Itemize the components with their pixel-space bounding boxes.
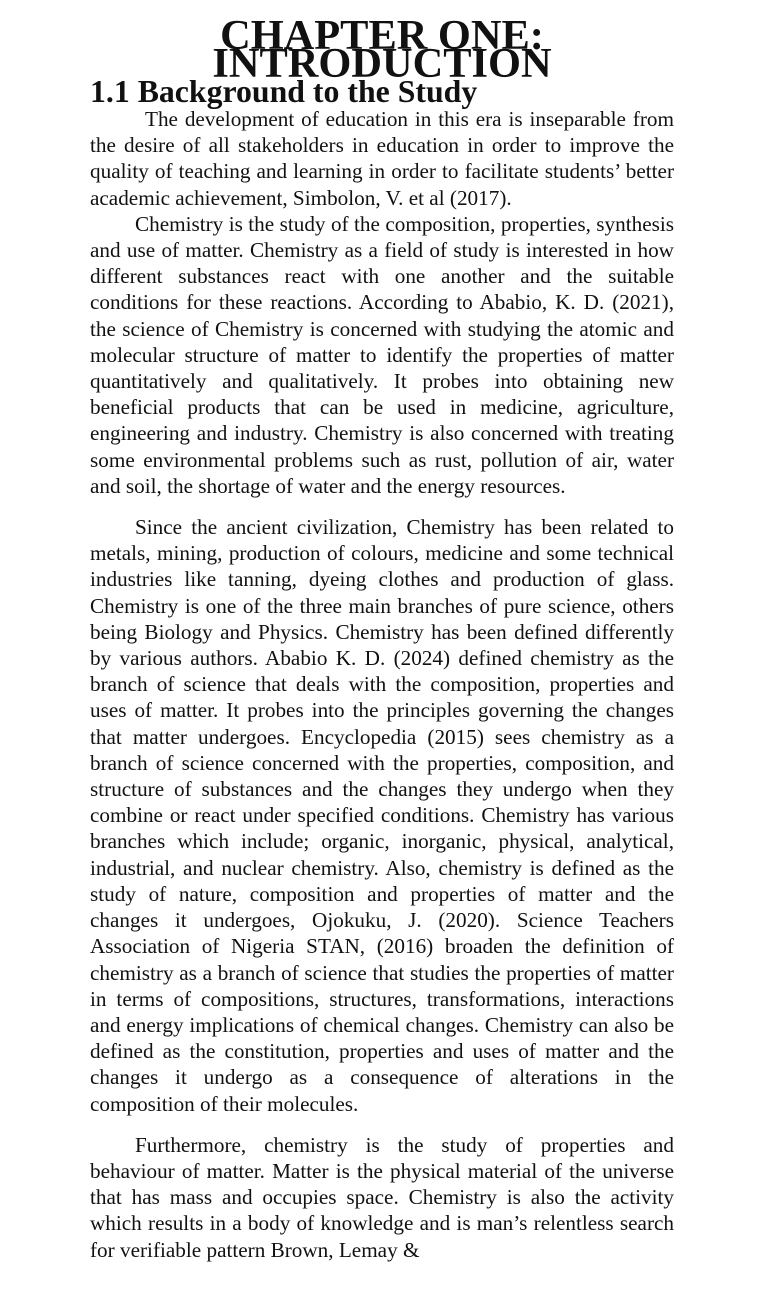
paragraph-furthermore: Furthermore, chemistry is the study of properties and behaviour of matter. Matter is the physical material of the universe that has mass and occupies space. Chemistry is also the activity which results in a body of knowledge and is man’s relentless search for verifiable pattern Brown, Lemay & — [90, 1132, 674, 1262]
paragraph-ancient-civilization: Since the ancient civilization, Chemistry has been related to metals, mining, production of colours, medicine and some technical industries like tanning, dyeing clothes and production of glass. Chemistry is one of the three main branches of pure science, others being Biology and Physics. Chemistry has been defined differently by various authors. Ababio K. D. (2024) defined chemistry as the branch of science that deals with the composition, properties and uses of matter. It probes into the principles governing the changes that matter undergoes. Encyclopedia (2015) sees chemistry as a branch of science concerned with the properties, composition, and structure of substances and the changes they undergo when they combine or react under specified conditions. Chemistry has various branches which include; organic, inorganic, physical, analytical, industrial, and nuclear chemistry. Also, chemistry is defined as the study of nature, composition and properties of matter and the changes it undergoes, Ojokuku, J. (2020). Science Teachers Association of Nigeria STAN, (2016) broaden the definition of chemistry as a branch of science that studies the properties of matter in terms of compositions, structures, transformations, interactions and energy implications of chemical changes. Chemistry can also be defined as the constitution, properties and uses of matter and the changes it undergo as a consequence of alterations in the composition of their molecules. — [90, 515, 674, 1116]
document-page — [90, 12, 674, 1263]
paragraph-chemistry-definition: Chemistry is the study of the composition, properties, synthesis and use of matter. Chemistry as a field of study is interested in how different substances react with one another and the suitable conditions for these reactions. According to Ababio, K. D. (2021), the science of Chemistry is concerned with studying the atomic and molecular structure of matter to identify the properties of matter quantitatively and qualitatively. It probes into obtaining new beneficial products that can be used in medicine, agriculture, engineering and industry. Chemistry is also concerned with treating some environmental problems such as rust, pollution of air, water and soil, the shortage of water and the energy resources. — [90, 211, 674, 498]
paragraph-education: The development of education in this era is inseparable from the desire of all stakeholders in education in order to improve the quality of teaching and learning in order to facilitate students’ better academic achievement, Simbolon, V. et al (2017). — [90, 107, 674, 210]
chapter-title: CHAPTER ONE: INTRODUCTION — [212, 12, 552, 87]
section-heading: 1.1 Background to the Study — [90, 74, 478, 109]
